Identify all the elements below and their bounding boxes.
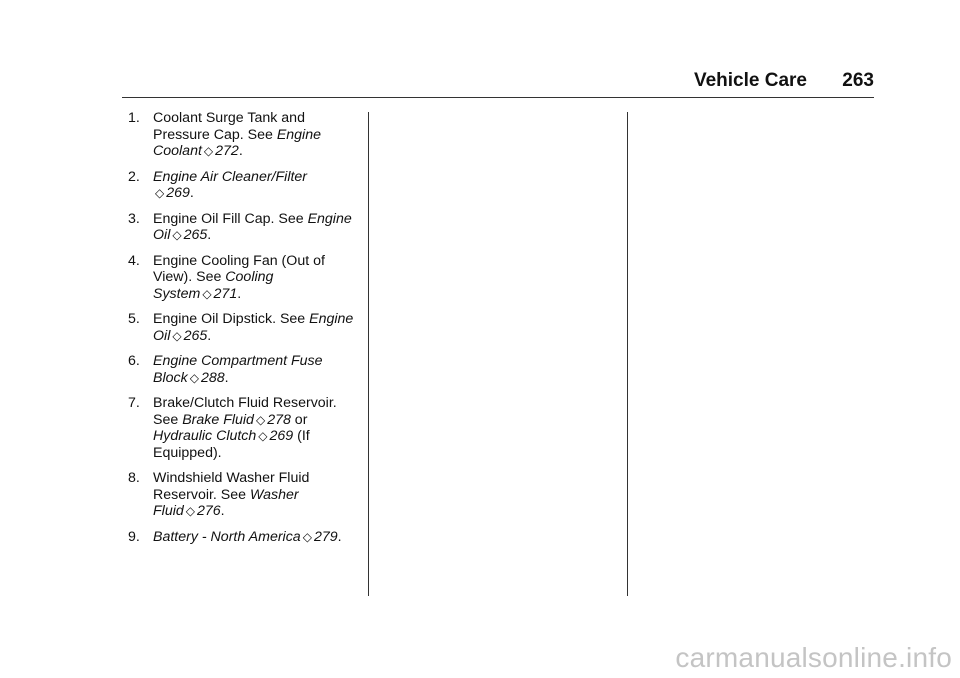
page-number: 263 [842,70,874,91]
cross-reference[interactable]: Engine Oil [153,210,352,243]
cross-reference[interactable]: Block [153,369,188,386]
cross-reference[interactable]: 265 [183,327,208,344]
item-text: Windshield Washer Fluid Reservoir. See [153,470,310,503]
item-text: Engine Oil Fill Cap. See [153,210,308,227]
component-list [128,110,360,554]
cross-reference[interactable]: Engine Compartment Fuse [153,353,323,369]
item-number: 4. [128,252,140,269]
cross-reference[interactable]: 288 [200,369,225,386]
list-item [128,353,360,386]
cross-reference[interactable]: Washer Fluid [153,486,299,519]
column-divider-left [368,112,369,596]
page-ref-icon: ◇ [203,144,214,158]
watermark: carmanualsonline.info [675,642,952,673]
page-ref-icon: ◇ [258,429,268,443]
item-text: Coolant Surge Tank and Pressure Cap. See [153,110,305,143]
item-text: . [207,227,212,243]
item-text: (If Equipped). [153,428,310,461]
item-text: . [238,143,243,159]
cross-reference[interactable]: 269 [269,428,294,444]
item-text: or [290,411,308,428]
section-title: Vehicle Care [693,70,808,91]
item-text: . [337,528,342,545]
cross-reference[interactable]: Hydraulic Clutch [153,428,257,444]
item-number: 6. [128,353,140,369]
item-text: Engine Oil Dipstick. See [153,311,310,327]
item-text: Brake/Clutch Fluid Reservoir. See [153,395,337,428]
list-item [128,169,360,202]
item-text: . [189,185,194,201]
item-text: . [237,285,242,302]
cross-reference[interactable]: Cooling System [153,269,274,302]
cross-reference[interactable]: 276 [197,503,221,519]
cross-reference[interactable]: 278 [267,411,291,428]
column-divider-right [627,112,628,596]
cross-reference[interactable]: 271 [213,285,238,302]
list-item [128,470,360,520]
item-text: Engine Cooling Fan (Out of View). See [153,252,325,285]
list-item [128,110,360,160]
list-item [128,253,360,303]
cross-reference[interactable]: Engine Air Cleaner/Filter [153,168,308,185]
header-divider [122,97,874,98]
page-ref-icon: ◇ [185,504,195,518]
cross-reference[interactable]: 269 [166,185,190,201]
cross-reference[interactable]: 265 [183,227,208,243]
list-item [128,311,360,344]
item-text: . [207,327,212,344]
page-ref-icon: ◇ [255,412,266,427]
cross-reference[interactable]: Brake Fluid [182,411,254,428]
page-ref-icon: ◇ [189,370,199,385]
page-ref-icon: ◇ [155,186,165,200]
item-text: . [220,503,225,519]
page-ref-icon: ◇ [202,286,212,301]
list-item [128,529,360,546]
item-number: 2. [128,168,140,185]
page-ref-icon: ◇ [172,228,182,242]
item-number: 1. [128,110,140,126]
page-header [694,70,874,92]
cross-reference[interactable]: 279 [313,528,338,545]
item-text: . [224,369,229,386]
cross-reference[interactable]: Battery - North America [153,528,301,545]
item-number: 7. [128,395,140,411]
list-item [128,395,360,461]
item-number: 8. [128,470,140,486]
list-item [128,211,360,244]
item-number: 5. [128,311,140,327]
page-ref-icon: ◇ [172,328,182,343]
cross-reference[interactable]: 272 [215,143,239,159]
cross-reference[interactable]: Engine Oil [153,311,354,344]
item-number: 9. [128,528,140,545]
page-ref-icon: ◇ [302,529,312,544]
cross-reference[interactable]: Engine Coolant [153,126,321,159]
item-number: 3. [128,210,140,227]
